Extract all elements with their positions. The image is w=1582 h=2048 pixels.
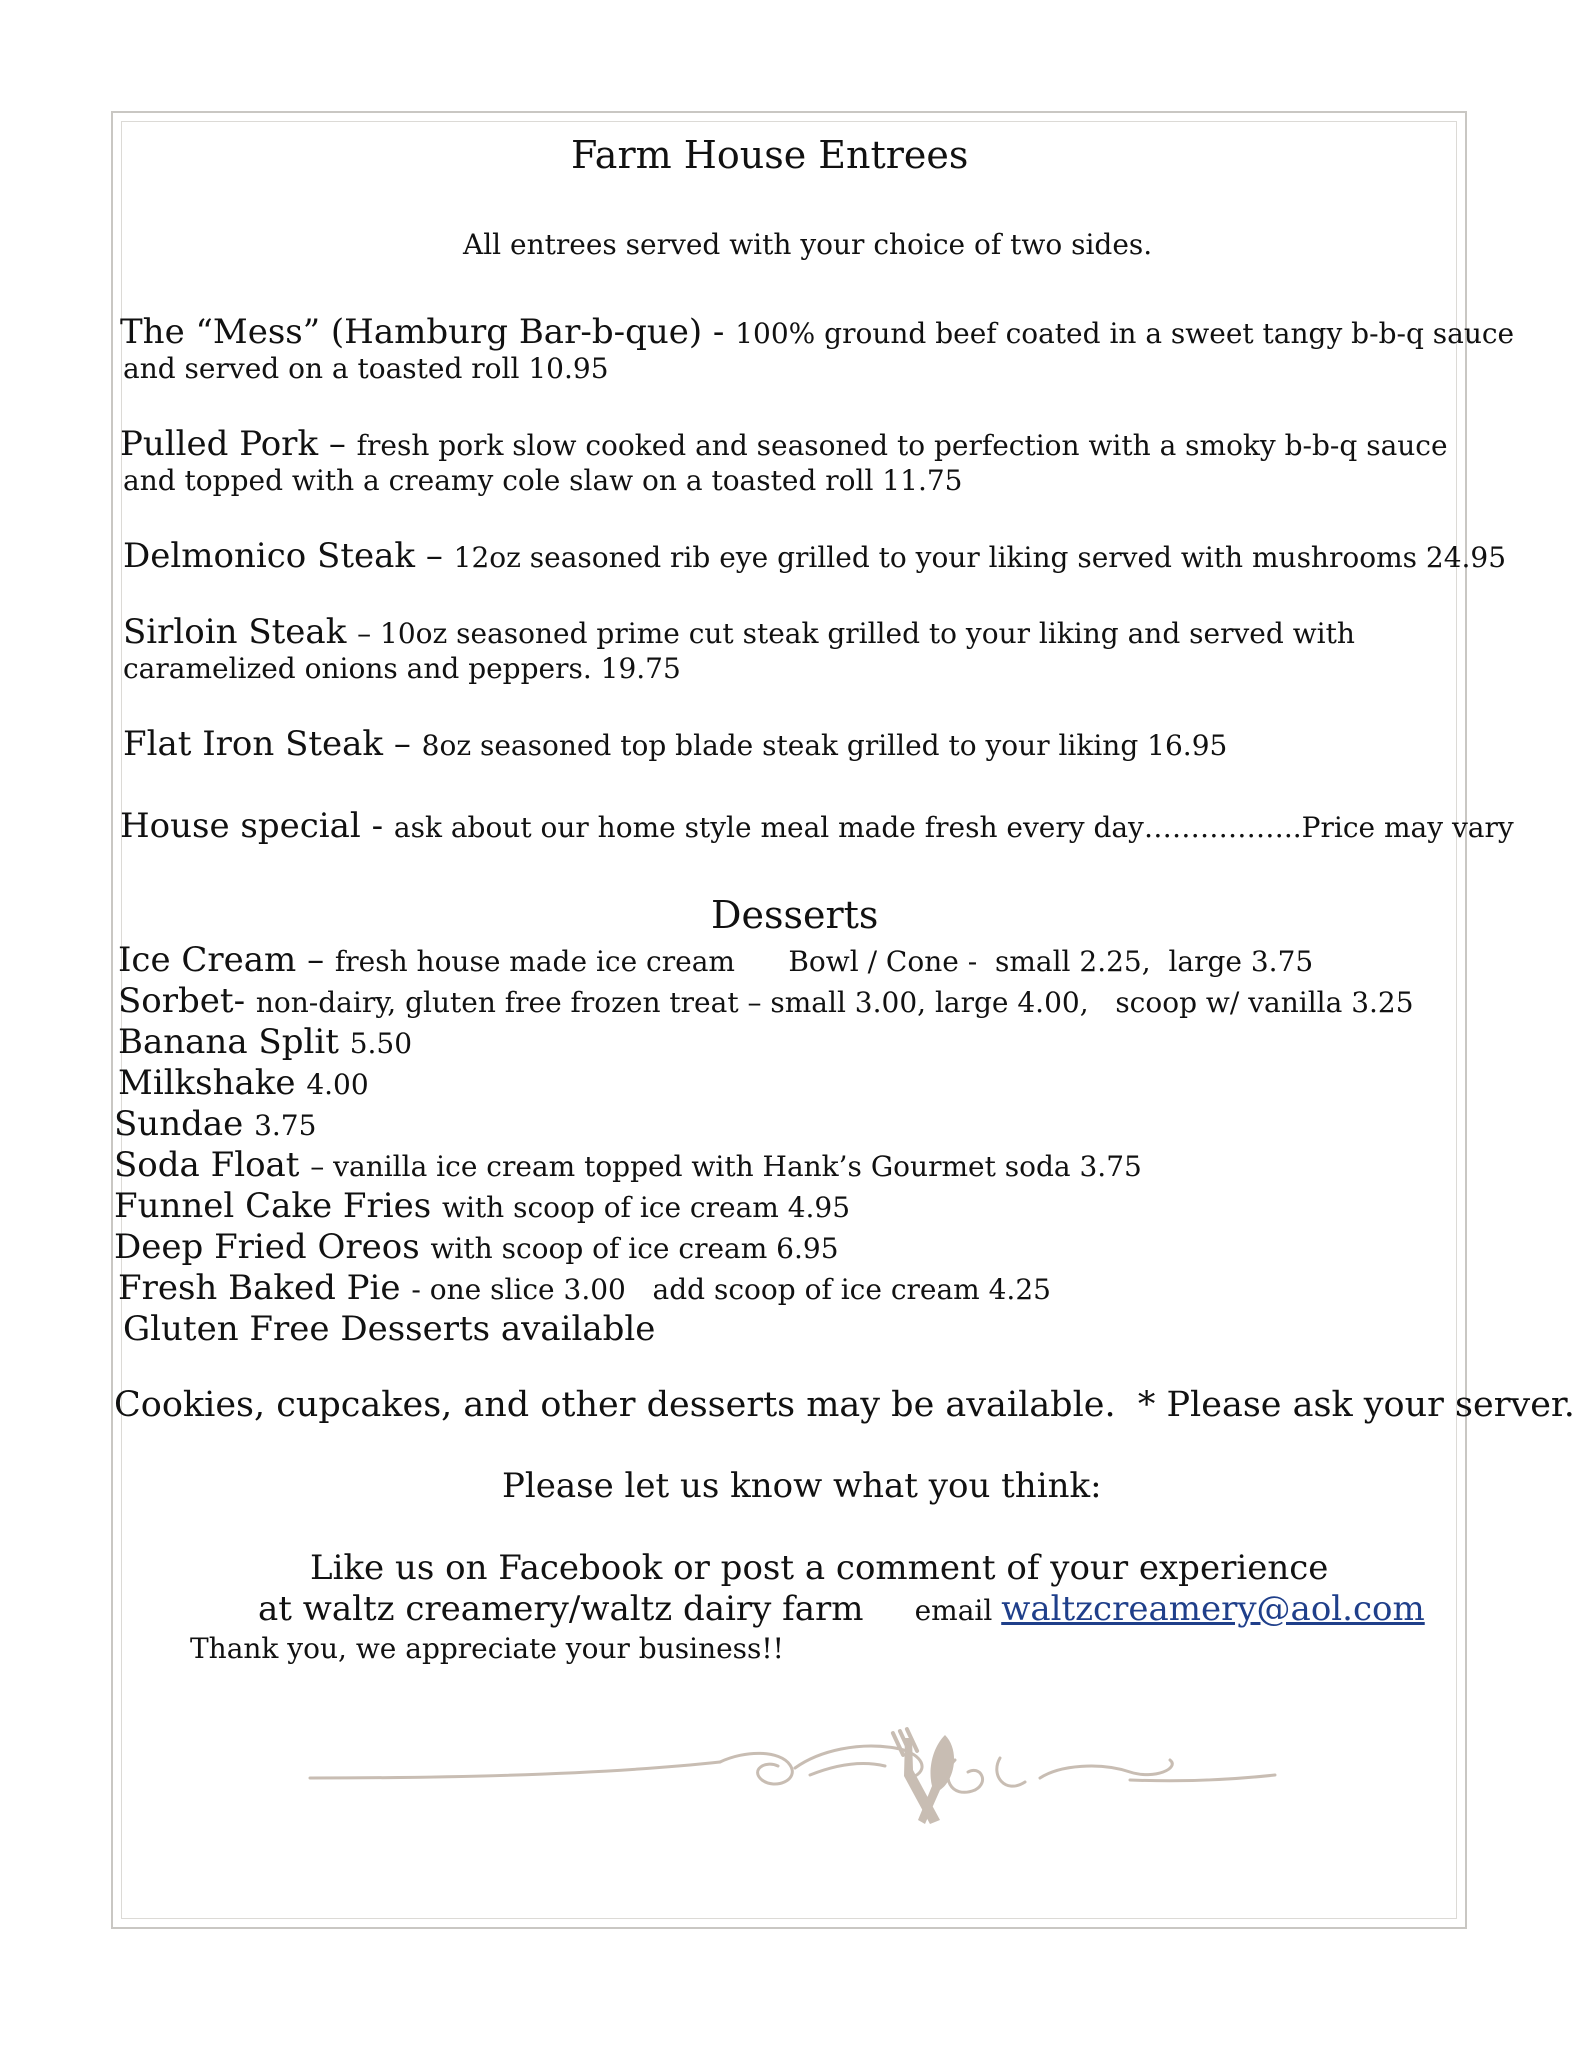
entree-name: Pulled Pork – [120, 424, 357, 464]
entree-name: House special - [120, 806, 394, 846]
dessert-desc: fresh house made ice cream Bowl / Cone - small 2.25, large 3.75 [334, 945, 1314, 978]
dessert-item [118, 1268, 1051, 1308]
dessert-desc: with scoop of ice cream 6.95 [430, 1232, 839, 1265]
desserts-heading: Desserts [711, 893, 879, 937]
dessert-item [114, 1227, 839, 1267]
fork-knife-flourish-icon [300, 1720, 1280, 1830]
dessert-desc: – vanilla ice cream topped with Hank’s Gourmet soda 3.75 [310, 1150, 1142, 1183]
entree-desc-cont: and served on a toasted roll 10.95 [123, 352, 609, 385]
dessert-name: Sundae [114, 1104, 255, 1144]
dessert-name: Milkshake [118, 1063, 307, 1103]
entree-desc-cont: and topped with a creamy cole slaw on a toasted roll 11.75 [123, 464, 963, 497]
dessert-item [118, 940, 1313, 980]
entree-desc-cont: caramelized onions and peppers. 19.75 [123, 652, 681, 685]
dessert-desc: non-dairy, gluten free frozen treat – small 3.00, large 4.00, scoop w/ vanilla 3.25 [255, 986, 1414, 1019]
entree-desc: 100% ground beef coated in a sweet tangy b-b-q sauce [735, 317, 1515, 350]
entree-desc: – 10oz seasoned prime cut steak grilled to your liking and served with [357, 617, 1355, 650]
dessert-name: Sorbet- [118, 981, 256, 1021]
dessert-desc: 3.75 [254, 1109, 317, 1142]
dessert-item [118, 981, 1414, 1021]
cookies-note: Cookies, cupcakes, and other desserts may be available. * Please ask your server. [114, 1385, 1575, 1425]
dessert-item [114, 1186, 850, 1226]
dessert-item [118, 1022, 412, 1062]
thanks-line: Thank you, we appreciate your business!! [190, 1632, 784, 1665]
facebook-name: at waltz creamery/waltz dairy farm [258, 1589, 864, 1629]
entree-desc: 12oz seasoned rib eye grilled to your liking served with mushrooms 24.95 [453, 541, 1507, 574]
dessert-name: Fresh Baked Pie [118, 1268, 412, 1308]
entrees-subheading: All entrees served with your choice of two sides. [463, 228, 1153, 261]
entree-desc: fresh pork slow cooked and seasoned to perfection with a smoky b-b-q sauce [356, 429, 1448, 462]
entrees-heading: Farm House Entrees [571, 133, 969, 177]
dessert-name: Ice Cream – [118, 940, 335, 980]
dessert-item [114, 1104, 316, 1144]
dessert-desc: 4.00 [306, 1068, 369, 1101]
dessert-desc: - one slice 3.00 add scoop of ice cream 4.25 [411, 1273, 1051, 1306]
dessert-item [118, 1063, 369, 1103]
feedback-prompt: Please let us know what you think: [502, 1466, 1102, 1506]
entree-name: Delmonico Steak – [123, 536, 454, 576]
dessert-name: Banana Split [118, 1022, 350, 1062]
entree-name: Sirloin Steak [123, 612, 358, 652]
dessert-name: Deep Fried Oreos [114, 1227, 431, 1267]
entree-desc: ask about our home style meal made fresh every day……………..Price may vary [393, 811, 1514, 844]
dessert-name: Gluten Free Desserts available [123, 1309, 656, 1349]
email-label: email [914, 1594, 1002, 1627]
dessert-item [114, 1145, 1142, 1185]
dessert-desc: 5.50 [349, 1027, 413, 1060]
facebook-line: Like us on Facebook or post a comment of your experience [310, 1548, 1329, 1588]
dessert-item [123, 1309, 655, 1349]
email-link[interactable]: waltzcreamery@aol.com [1001, 1589, 1425, 1629]
dessert-name: Funnel Cake Fries [114, 1186, 442, 1226]
dessert-desc: with scoop of ice cream 4.95 [442, 1191, 851, 1224]
entree-name: Flat Iron Steak – [123, 724, 422, 764]
entree-name: The “Mess” (Hamburg Bar-b-que) - [120, 312, 736, 352]
entree-desc: 8oz seasoned top blade steak grilled to your liking 16.95 [421, 729, 1228, 762]
dessert-name: Soda Float [114, 1145, 311, 1185]
contact-line [258, 1589, 1425, 1629]
